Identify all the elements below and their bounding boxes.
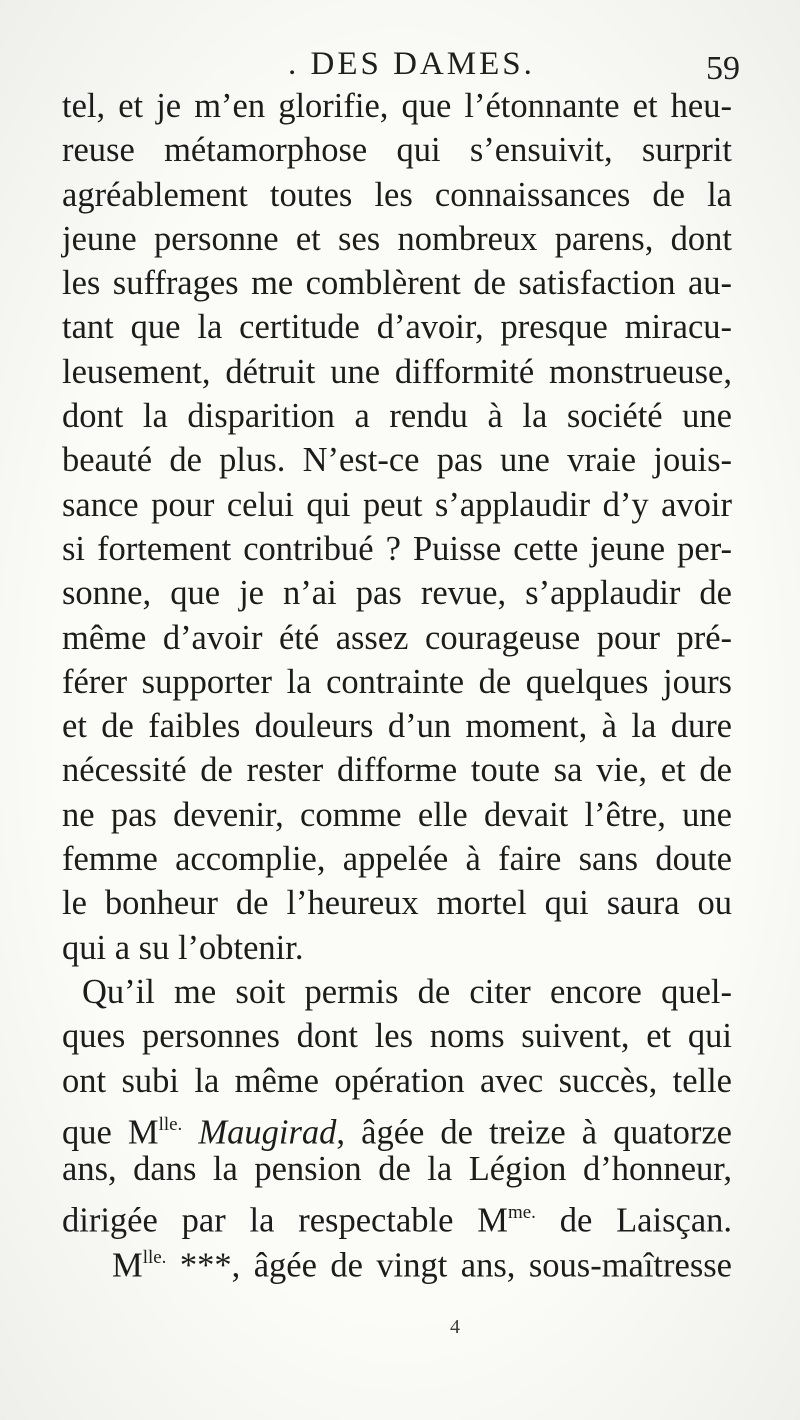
text-segment: , âgée de treize à quatorze	[336, 1113, 732, 1152]
text-line	[62, 1103, 732, 1152]
text-line: le bonheur de l’heureux mortel qui saura ou	[62, 884, 732, 923]
text-line: agréablement toutes les connaissances de la	[62, 175, 732, 214]
text-segment: dirigée par la respectable M	[62, 1201, 508, 1240]
text-line: et de faibles douleurs d’un moment, à la dure	[62, 707, 732, 746]
text-line: si fortement contribué ? Puisse cette jeune per-	[62, 529, 732, 568]
signature-mark: 4	[450, 1316, 460, 1338]
paragraph-start-line: Qu’il me soit permis de citer encore quel-	[82, 972, 732, 1011]
superscript-abbreviation: lle.	[142, 1246, 167, 1268]
text-line: tel, et je m’en glorifie, que l’étonnante et heu-	[62, 87, 732, 125]
text-segment: que M	[62, 1113, 159, 1152]
superscript-abbreviation: me.	[507, 1202, 536, 1224]
text-line: les suffrages me comblèrent de satisfaction au-	[62, 264, 732, 303]
text-line	[62, 1191, 733, 1240]
text-segment: ***, âgée de vingt ans, sous-maîtresse	[166, 1246, 732, 1284]
text-line: nécessité de rester difforme toute sa vie, et de	[62, 751, 732, 790]
text-line: femme accomplie, appelée à faire sans doute	[62, 840, 732, 879]
running-head: . DES DAMES.	[288, 46, 535, 82]
text-line: beauté de plus. N’est-ce pas une vraie jouis-	[62, 441, 732, 480]
text-line: jeune personne et ses nombreux parens, dont	[62, 219, 732, 258]
paragraph-end-line: qui a su l’obtenir.	[62, 928, 304, 967]
paragraph-start-line	[62, 1236, 732, 1284]
text-line: leusement, détruit une difformité monstrueuse,	[62, 352, 732, 391]
page-header	[60, 40, 740, 90]
text-line: reuse métamorphose qui s’ensuivit, surprit	[62, 131, 732, 170]
body-text	[62, 84, 733, 1284]
text-line: ques personnes dont les noms suivent, et qui	[62, 1017, 732, 1056]
text-line: ans, dans la pension de la Légion d’honneur,	[62, 1150, 732, 1189]
text-line: ne pas devenir, comme elle devait l’être, une	[62, 795, 732, 834]
page-number: 59	[706, 50, 740, 87]
text-line: tant que la certitude d’avoir, presque miracu-	[62, 308, 732, 347]
text-line: sonne, que je n’ai pas revue, s’applaudir de	[62, 574, 732, 613]
text-line: sance pour celui qui peut s’applaudir d’y avoir	[62, 485, 732, 524]
superscript-abbreviation: lle.	[158, 1113, 183, 1135]
text-segment: M	[112, 1246, 143, 1284]
text-line: dont la disparition a rendu à la société une	[62, 397, 732, 436]
text-line: même d’avoir été assez courageuse pour pré-	[62, 618, 732, 657]
italic-name: Maugirad	[198, 1113, 337, 1152]
text-line: ont subi la même opération avec succès, telle	[62, 1061, 732, 1100]
text-segment	[182, 1113, 198, 1151]
text-segment: de Laisçan.	[535, 1201, 733, 1240]
text-line: férer supporter la contrainte de quelques jours	[62, 662, 732, 701]
